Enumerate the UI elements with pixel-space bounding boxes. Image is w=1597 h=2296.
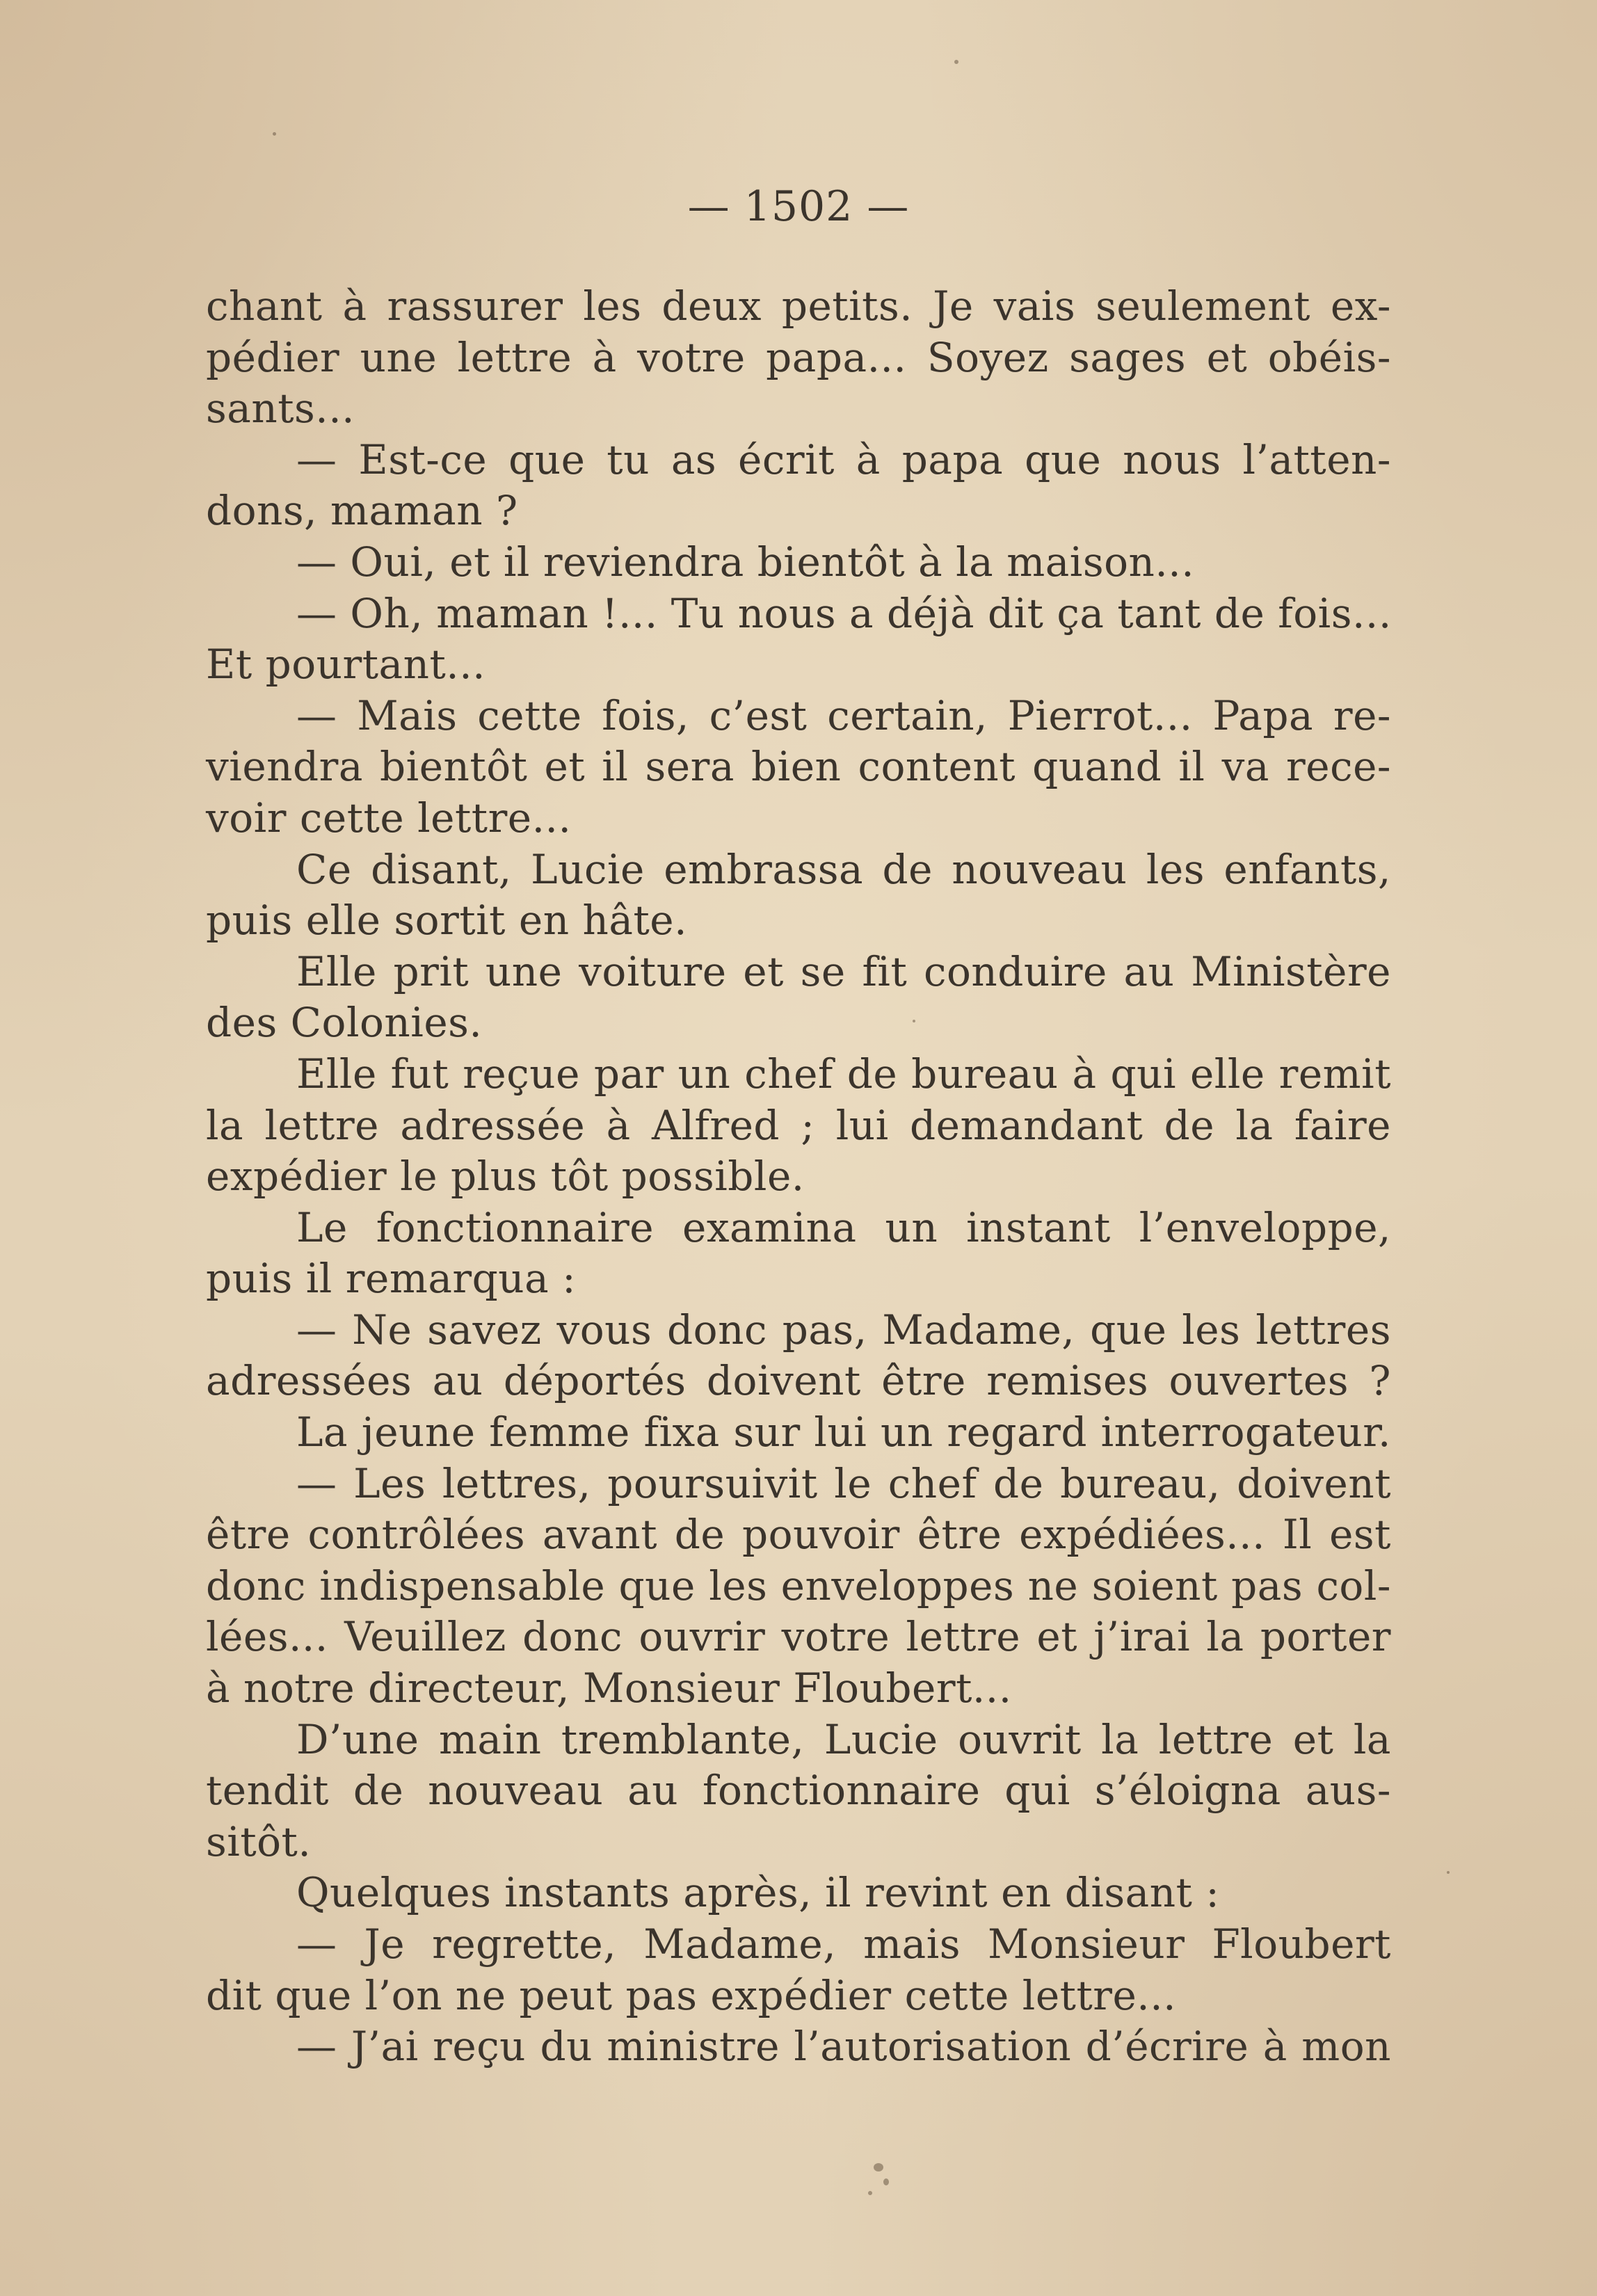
- text-line: — Est-ce que tu as écrit à papa que nous l’atten-: [296, 435, 1391, 483]
- text-line: — Oui, et il reviendra bientôt à la maison...: [296, 538, 1195, 586]
- paper-speck: [954, 60, 958, 64]
- text-line: Et pourtant...: [206, 641, 486, 689]
- text-line: donc indispensable que les enveloppes ne soient pas col-: [206, 1562, 1391, 1609]
- paper-speck: [913, 1020, 915, 1022]
- paper-speck: [883, 2178, 889, 2185]
- text-line: D’une main tremblante, Lucie ouvrit la lettre et la: [296, 1715, 1391, 1763]
- text-line: la lettre adressée à Alfred ; lui demandant de la faire: [206, 1101, 1391, 1149]
- page-body: [206, 281, 1391, 2073]
- text-line: expédier le plus tôt possible.: [206, 1153, 805, 1201]
- text-line: La jeune femme fixa sur lui un regard interrogateur.: [296, 1408, 1391, 1456]
- text-line: sitôt.: [206, 1817, 312, 1865]
- text-line: viendra bientôt et il sera bien content quand il va rece-: [206, 743, 1391, 791]
- text-line: dit que l’on ne peut pas expédier cette lettre...: [206, 1971, 1177, 2019]
- text-line: à notre directeur, Monsieur Floubert...: [206, 1664, 1012, 1712]
- text-line: Le fonctionnaire examina un instant l’enveloppe,: [296, 1203, 1391, 1251]
- text-line: tendit de nouveau au fonctionnaire qui s’éloigna aus-: [206, 1767, 1391, 1815]
- text-line: — Oh, maman !... Tu nous a déjà dit ça tant de fois...: [296, 589, 1392, 637]
- text-line: être contrôlées avant de pouvoir être expédiées... Il est: [206, 1511, 1391, 1559]
- paper-speck: [273, 132, 276, 136]
- text-line: chant à rassurer les deux petits. Je vais seulement ex-: [206, 282, 1391, 330]
- text-line: — Les lettres, poursuivit le chef de bureau, doivent: [296, 1459, 1391, 1507]
- text-line: — J’ai reçu du ministre l’autorisation d’écrire à mon: [296, 2023, 1391, 2071]
- text-line: des Colonies.: [206, 999, 483, 1047]
- text-line: puis elle sortit en hâte.: [206, 897, 688, 945]
- text-line: voir cette lettre...: [206, 794, 572, 842]
- text-line: Ce disant, Lucie embrassa de nouveau les enfants,: [296, 845, 1391, 893]
- text-line: lées... Veuillez donc ouvrir votre lettre et j’irai la porter: [206, 1613, 1391, 1661]
- page-number: — 1502 —: [687, 182, 910, 231]
- paper-speck: [868, 2191, 872, 2195]
- text-line: — Ne savez vous donc pas, Madame, que les lettres: [296, 1306, 1391, 1354]
- paper-speck: [874, 2163, 883, 2171]
- text-line: puis il remarqua :: [206, 1255, 577, 1303]
- text-line: Quelques instants après, il revint en disant :: [296, 1869, 1220, 1917]
- text-line: — Mais cette fois, c’est certain, Pierrot... Papa re-: [296, 691, 1391, 739]
- text-line: dons, maman ?: [206, 487, 518, 535]
- text-line: — Je regrette, Madame, mais Monsieur Floubert: [296, 1920, 1391, 1968]
- text-line: Elle prit une voiture et se fit conduire au Ministère: [296, 947, 1391, 995]
- text-line: adressées au déportés doivent être remises ouvertes ?: [206, 1357, 1391, 1405]
- text-line: pédier une lettre à votre papa... Soyez sages et obéis-: [206, 333, 1391, 381]
- text-line: Elle fut reçue par un chef de bureau à qui elle remit: [296, 1050, 1391, 1098]
- paper-speck: [1447, 1871, 1450, 1874]
- text-line: sants...: [206, 385, 355, 433]
